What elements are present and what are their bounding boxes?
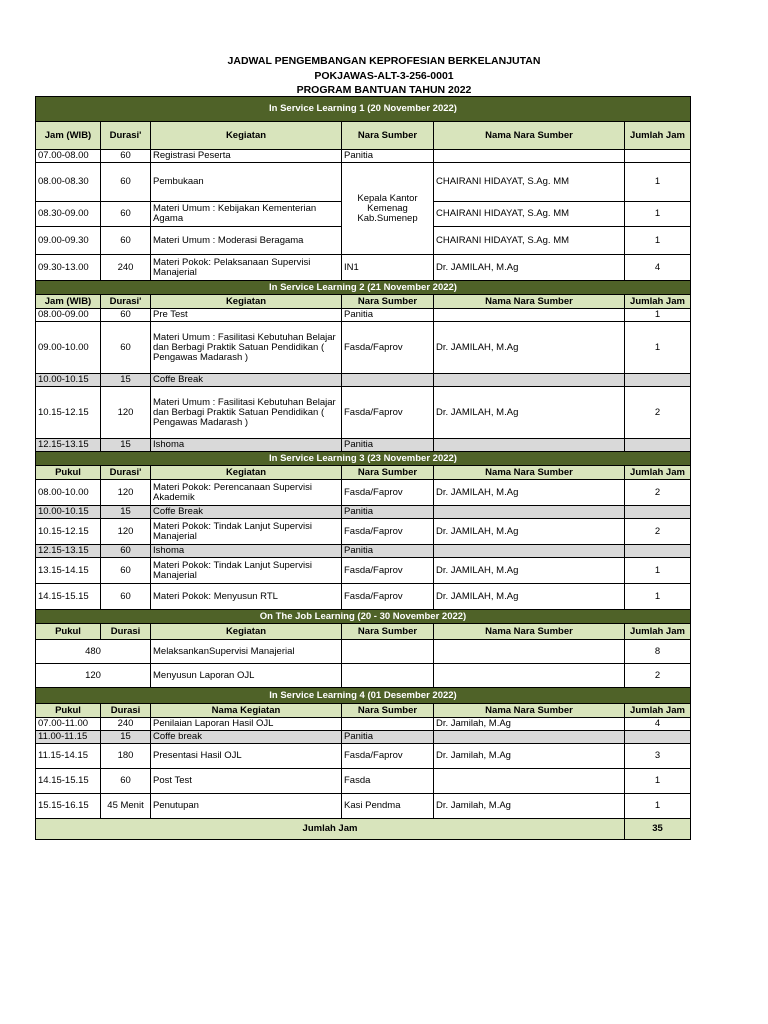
col-header: Pukul xyxy=(36,704,101,718)
cell-activity: Materi Pokok: Perencanaan Supervisi Akademik xyxy=(151,480,342,506)
cell-duration: 45 Menit xyxy=(101,794,151,819)
cell-duration: 60 xyxy=(101,309,151,322)
table-row xyxy=(36,664,691,688)
cell-duration: 15 xyxy=(101,439,151,452)
section-header xyxy=(36,452,691,466)
col-header: Nama Nara Sumber xyxy=(434,704,625,718)
cell-activity: Presentasi Hasil OJL xyxy=(151,744,342,769)
cell-duration: 120 xyxy=(36,664,151,688)
cell-duration: 15 xyxy=(101,731,151,744)
cell-speaker-name: Dr. JAMILAH, M.Ag xyxy=(434,584,625,610)
cell-speaker-name: CHAIRANI HIDAYAT, S.Ag. MM xyxy=(434,163,625,202)
cell-speaker: Fasda/Faprov xyxy=(342,322,434,374)
cell-duration: 60 xyxy=(101,558,151,584)
cell-time: 08.00-08.30 xyxy=(36,163,101,202)
table-row xyxy=(36,309,691,322)
cell-duration: 60 xyxy=(101,322,151,374)
cell-hours: 1 xyxy=(625,794,691,819)
cell-speaker xyxy=(342,640,434,664)
cell-hours: 1 xyxy=(625,584,691,610)
col-header: Jumlah Jam xyxy=(625,466,691,480)
table-row xyxy=(36,744,691,769)
cell-hours: 1 xyxy=(625,769,691,794)
table-row xyxy=(36,584,691,610)
cell-speaker: Panitia xyxy=(342,731,434,744)
section-title: On The Job Learning (20 - 30 November 2022) xyxy=(36,610,691,624)
cell-speaker-name xyxy=(434,439,625,452)
cell-speaker-name: CHAIRANI HIDAYAT, S.Ag. MM xyxy=(434,227,625,255)
column-header-row xyxy=(36,624,691,640)
cell-speaker-name: Dr. JAMILAH, M.Ag xyxy=(434,558,625,584)
cell-time: 15.15-16.15 xyxy=(36,794,101,819)
cell-duration: 180 xyxy=(101,744,151,769)
cell-speaker-name: Dr. Jamilah, M.Ag xyxy=(434,794,625,819)
document-program: PROGRAM BANTUAN TAHUN 2022 xyxy=(296,84,472,96)
cell-time: 11.00-11.15 xyxy=(36,731,101,744)
cell-speaker xyxy=(342,664,434,688)
cell-speaker-name: Dr. JAMILAH, M.Ag xyxy=(434,387,625,439)
cell-speaker xyxy=(342,374,434,387)
col-header: Durasi xyxy=(101,624,151,640)
column-header-row xyxy=(36,704,691,718)
cell-speaker-name: CHAIRANI HIDAYAT, S.Ag. MM xyxy=(434,202,625,227)
schedule-table xyxy=(35,96,691,840)
col-header: Nara Sumber xyxy=(342,624,434,640)
col-header: Jumlah Jam xyxy=(625,122,691,150)
cell-activity: Penutupan xyxy=(151,794,342,819)
cell-time: 10.00-10.15 xyxy=(36,374,101,387)
cell-activity: Materi Umum : Fasilitasi Kebutuhan Belajar dan Berbagi Praktik Satuan Pendidikan ( Pengawas Madarash ) xyxy=(151,322,342,374)
cell-duration: 120 xyxy=(101,480,151,506)
cell-duration: 15 xyxy=(101,374,151,387)
cell-time: 14.15-15.15 xyxy=(36,584,101,610)
cell-hours: 1 xyxy=(625,227,691,255)
cell-hours: 1 xyxy=(625,309,691,322)
cell-activity: Materi Pokok: Tindak Lanjut Supervisi Manajerial xyxy=(151,558,342,584)
cell-duration: 15 xyxy=(101,506,151,519)
cell-duration: 60 xyxy=(101,545,151,558)
col-header: Kegiatan xyxy=(151,466,342,480)
cell-speaker: IN1 xyxy=(342,255,434,281)
cell-time: 11.15-14.15 xyxy=(36,744,101,769)
cell-speaker-name: Dr. JAMILAH, M.Ag xyxy=(434,322,625,374)
document-code: POKJAWAS-ALT-3-256-0001 xyxy=(314,69,454,82)
cell-hours: 2 xyxy=(625,519,691,545)
cell-activity: Menyusun Laporan OJL xyxy=(151,664,342,688)
cell-time: 09.30-13.00 xyxy=(36,255,101,281)
col-header: Durasi' xyxy=(101,122,151,150)
table-row xyxy=(36,794,691,819)
cell-speaker-name: Dr. JAMILAH, M.Ag xyxy=(434,255,625,281)
cell-time: 09.00-10.00 xyxy=(36,322,101,374)
cell-hours xyxy=(625,150,691,163)
cell-activity: Materi Umum : Kebijakan Kementerian Agama xyxy=(151,202,342,227)
cell-speaker-name xyxy=(434,640,625,664)
section-header xyxy=(36,281,691,295)
cell-speaker: Kepala Kantor Kemenag Kab.Sumenep xyxy=(342,163,434,255)
cell-hours: 4 xyxy=(625,718,691,731)
cell-speaker: Kasi Pendma xyxy=(342,794,434,819)
cell-duration: 480 xyxy=(36,640,151,664)
table-row xyxy=(36,640,691,664)
cell-time: 08.00-09.00 xyxy=(36,309,101,322)
col-header: Nama Kegiatan xyxy=(151,704,342,718)
col-header: Nama Nara Sumber xyxy=(434,624,625,640)
cell-activity: Registrasi Peserta xyxy=(151,150,342,163)
cell-duration: 240 xyxy=(101,718,151,731)
cell-speaker: Panitia xyxy=(342,506,434,519)
cell-duration: 60 xyxy=(101,202,151,227)
cell-hours: 3 xyxy=(625,744,691,769)
cell-speaker-name xyxy=(434,506,625,519)
cell-speaker: Panitia xyxy=(342,439,434,452)
table-row xyxy=(36,506,691,519)
cell-speaker xyxy=(342,718,434,731)
cell-speaker-name: Dr. Jamilah, M.Ag xyxy=(434,718,625,731)
section-header xyxy=(36,610,691,624)
col-header: Kegiatan xyxy=(151,624,342,640)
cell-time: 08.30-09.00 xyxy=(36,202,101,227)
section-title: In Service Learning 4 (01 Desember 2022) xyxy=(36,688,691,704)
cell-hours xyxy=(625,731,691,744)
cell-time: 10.00-10.15 xyxy=(36,506,101,519)
col-header: Kegiatan xyxy=(151,295,342,309)
cell-speaker: Panitia xyxy=(342,150,434,163)
cell-speaker-name xyxy=(434,150,625,163)
cell-speaker-name xyxy=(434,374,625,387)
col-header: Nama Nara Sumber xyxy=(434,295,625,309)
cell-speaker: Fasda/Faprov xyxy=(342,744,434,769)
cell-duration: 120 xyxy=(101,519,151,545)
total-row xyxy=(36,819,691,840)
col-header: Durasi xyxy=(101,704,151,718)
column-header-row xyxy=(36,122,691,150)
table-row xyxy=(36,150,691,163)
cell-activity: Materi Umum : Moderasi Beragama xyxy=(151,227,342,255)
cell-time: 07.00-08.00 xyxy=(36,150,101,163)
cell-hours xyxy=(625,374,691,387)
cell-speaker-name xyxy=(434,309,625,322)
cell-activity: Coffe Break xyxy=(151,374,342,387)
col-header: Pukul xyxy=(36,624,101,640)
table-row xyxy=(36,769,691,794)
table-row xyxy=(36,439,691,452)
cell-activity: Materi Pokok: Menyusun RTL xyxy=(151,584,342,610)
cell-duration: 60 xyxy=(101,769,151,794)
col-header: Kegiatan xyxy=(151,122,342,150)
cell-time: 12.15-13.15 xyxy=(36,439,101,452)
cell-activity: Pre Test xyxy=(151,309,342,322)
cell-hours: 2 xyxy=(625,387,691,439)
document-title-block xyxy=(0,54,768,98)
cell-hours: 1 xyxy=(625,163,691,202)
cell-speaker: Fasda/Faprov xyxy=(342,480,434,506)
cell-hours xyxy=(625,439,691,452)
col-header: Jumlah Jam xyxy=(625,295,691,309)
cell-activity: Coffe break xyxy=(151,731,342,744)
col-header: Pukul xyxy=(36,466,101,480)
column-header-row xyxy=(36,466,691,480)
total-value: 35 xyxy=(625,819,691,840)
cell-time: 08.00-10.00 xyxy=(36,480,101,506)
cell-hours xyxy=(625,545,691,558)
col-header: Nara Sumber xyxy=(342,704,434,718)
cell-hours: 1 xyxy=(625,202,691,227)
cell-time: 12.15-13.15 xyxy=(36,545,101,558)
section-header xyxy=(36,688,691,704)
table-row xyxy=(36,558,691,584)
cell-activity: Materi Pokok: Pelaksanaan Supervisi Manajerial xyxy=(151,255,342,281)
table-row xyxy=(36,718,691,731)
cell-activity: Materi Umum : Fasilitasi Kebutuhan Belajar dan Berbagi Praktik Satuan Pendidikan ( Pengawas Madarash ) xyxy=(151,387,342,439)
cell-hours xyxy=(625,506,691,519)
col-header: Jumlah Jam xyxy=(625,624,691,640)
col-header: Nama Nara Sumber xyxy=(434,122,625,150)
cell-speaker: Fasda xyxy=(342,769,434,794)
cell-hours: 2 xyxy=(625,664,691,688)
cell-time: 13.15-14.15 xyxy=(36,558,101,584)
cell-time: 10.15-12.15 xyxy=(36,387,101,439)
cell-duration: 60 xyxy=(101,584,151,610)
table-row xyxy=(36,480,691,506)
table-row xyxy=(36,545,691,558)
col-header: Jam (WIB) xyxy=(36,295,101,309)
col-header: Jam (WIB) xyxy=(36,122,101,150)
cell-speaker: Panitia xyxy=(342,545,434,558)
cell-hours: 1 xyxy=(625,322,691,374)
cell-hours: 4 xyxy=(625,255,691,281)
cell-activity: Ishoma xyxy=(151,545,342,558)
cell-activity: Coffe Break xyxy=(151,506,342,519)
cell-time: 14.15-15.15 xyxy=(36,769,101,794)
cell-speaker-name: Dr. JAMILAH, M.Ag xyxy=(434,519,625,545)
table-row xyxy=(36,374,691,387)
cell-hours: 2 xyxy=(625,480,691,506)
cell-activity: Penilaian Laporan Hasil OJL xyxy=(151,718,342,731)
cell-activity: MelaksankanSupervisi Manajerial xyxy=(151,640,342,664)
table-row xyxy=(36,519,691,545)
document-title: JADWAL PENGEMBANGAN KEPROFESIAN BERKELANJUTAN xyxy=(227,55,541,67)
cell-speaker-name: Dr. Jamilah, M.Ag xyxy=(434,744,625,769)
cell-speaker-name xyxy=(434,664,625,688)
cell-time: 09.00-09.30 xyxy=(36,227,101,255)
table-row xyxy=(36,322,691,374)
cell-duration: 60 xyxy=(101,163,151,202)
section-title: In Service Learning 3 (23 November 2022) xyxy=(36,452,691,466)
cell-duration: 60 xyxy=(101,150,151,163)
cell-speaker: Fasda/Faprov xyxy=(342,558,434,584)
cell-speaker: Panitia xyxy=(342,309,434,322)
cell-speaker-name xyxy=(434,545,625,558)
cell-activity: Post Test xyxy=(151,769,342,794)
cell-activity: Ishoma xyxy=(151,439,342,452)
cell-speaker-name xyxy=(434,731,625,744)
cell-duration: 60 xyxy=(101,227,151,255)
col-header: Nara Sumber xyxy=(342,295,434,309)
total-label: Jumlah Jam xyxy=(36,819,625,840)
cell-time: 10.15-12.15 xyxy=(36,519,101,545)
cell-speaker: Fasda/Faprov xyxy=(342,387,434,439)
cell-hours: 8 xyxy=(625,640,691,664)
col-header: Durasi' xyxy=(101,466,151,480)
cell-duration: 120 xyxy=(101,387,151,439)
col-header: Jumlah Jam xyxy=(625,704,691,718)
col-header: Nara Sumber xyxy=(342,122,434,150)
col-header: Durasi' xyxy=(101,295,151,309)
table-row xyxy=(36,387,691,439)
table-row xyxy=(36,731,691,744)
cell-activity: Materi Pokok: Tindak Lanjut Supervisi Manajerial xyxy=(151,519,342,545)
cell-time: 07.00-11.00 xyxy=(36,718,101,731)
table-row xyxy=(36,163,691,202)
cell-speaker-name xyxy=(434,769,625,794)
cell-speaker: Fasda/Faprov xyxy=(342,584,434,610)
section-title: In Service Learning 1 (20 November 2022) xyxy=(36,97,691,122)
cell-speaker-name: Dr. JAMILAH, M.Ag xyxy=(434,480,625,506)
column-header-row xyxy=(36,295,691,309)
col-header: Nara Sumber xyxy=(342,466,434,480)
col-header: Nama Nara Sumber xyxy=(434,466,625,480)
cell-hours: 1 xyxy=(625,558,691,584)
section-header xyxy=(36,97,691,122)
section-title: In Service Learning 2 (21 November 2022) xyxy=(36,281,691,295)
table-row xyxy=(36,255,691,281)
cell-speaker: Fasda/Faprov xyxy=(342,519,434,545)
cell-activity: Pembukaan xyxy=(151,163,342,202)
cell-duration: 240 xyxy=(101,255,151,281)
